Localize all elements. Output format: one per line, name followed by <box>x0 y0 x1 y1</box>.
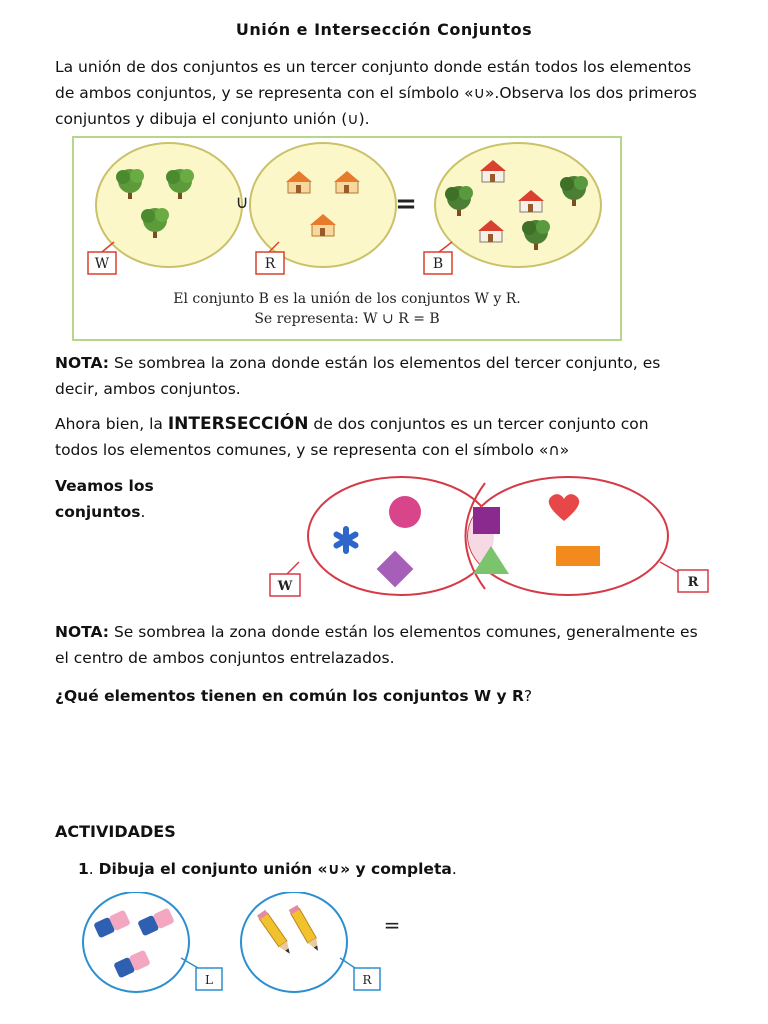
union-figure <box>72 136 622 341</box>
veamos-line: Veamos los <box>55 477 154 495</box>
label-r: R <box>362 973 372 987</box>
question-mark: ? <box>523 687 533 705</box>
set-r-ellipse <box>468 477 668 595</box>
item-sep: . <box>88 860 99 878</box>
question-text: ¿Qué elementos tienen en común los conjuntos W y R <box>55 687 524 705</box>
set-l-circle <box>83 892 189 992</box>
intro-line: conjuntos y dibuja el conjunto unión (∪). <box>55 110 370 128</box>
veamos-period: . <box>140 503 146 521</box>
page-title: Unión e Intersección Conjuntos <box>235 20 533 39</box>
item-number: 1 <box>78 860 89 878</box>
nota-text: Se sombrea la zona donde están los elementos del tercer conjunto, es <box>109 354 661 372</box>
square-shape <box>473 507 500 534</box>
nota-1 <box>55 350 755 402</box>
intersection-paragraph <box>55 411 755 463</box>
veamos-text <box>55 473 215 525</box>
equals-symbol: = <box>383 913 401 937</box>
union-diagram <box>74 138 620 339</box>
nota-2 <box>55 619 755 671</box>
equals-symbol: = <box>395 189 417 219</box>
label-b: B <box>432 256 444 272</box>
nota-text: Se sombrea la zona donde están los elementos comunes, generalmente es <box>109 623 698 641</box>
rectangle-shape <box>556 546 600 566</box>
actividades-title: ACTIVIDADES <box>55 822 176 841</box>
label-l: L <box>205 973 213 987</box>
nota-text: decir, ambos conjuntos. <box>55 380 241 398</box>
intersection-suffix: de dos conjuntos es un tercer conjunto con <box>308 415 649 433</box>
label-w: W <box>277 579 293 594</box>
nota-label: NOTA: <box>55 623 110 641</box>
intro-line: de ambos conjuntos, y se representa con el símbolo «∪».Observa los dos primeros <box>55 84 697 102</box>
activity-diagram <box>78 892 418 1002</box>
actividad-1 <box>78 860 457 878</box>
nota-label: NOTA: <box>55 354 110 372</box>
label-r: R <box>687 575 699 590</box>
union-symbol: ∪ <box>235 192 249 213</box>
item-period: . <box>451 860 457 878</box>
nota-text: el centro de ambos conjuntos entrelazados. <box>55 649 395 667</box>
circle-shape <box>389 496 421 528</box>
intersection-keyword: INTERSECCIÓN <box>167 414 309 434</box>
intro-paragraph <box>55 54 755 132</box>
intersection-line2: todos los elementos comunes, y se representa con el símbolo «∩» <box>55 441 570 459</box>
intro-line: La unión de dos conjuntos es un tercer conjunto donde están todos los elementos <box>55 58 692 76</box>
label-r: R <box>264 256 276 272</box>
veamos-line: conjuntos <box>55 503 141 521</box>
set-w-circle <box>96 143 242 267</box>
question <box>55 683 755 709</box>
intersection-diagram <box>268 474 718 604</box>
item-text: Dibuja el conjunto unión «∪» y completa <box>98 860 452 878</box>
intersection-prefix: Ahora bien, la <box>55 415 168 433</box>
union-caption-line1: El conjunto B es la unión de los conjuntos W y R. <box>173 291 521 307</box>
union-caption-line2: Se representa: W ∪ R = B <box>254 311 440 327</box>
label-w: W <box>94 256 110 272</box>
